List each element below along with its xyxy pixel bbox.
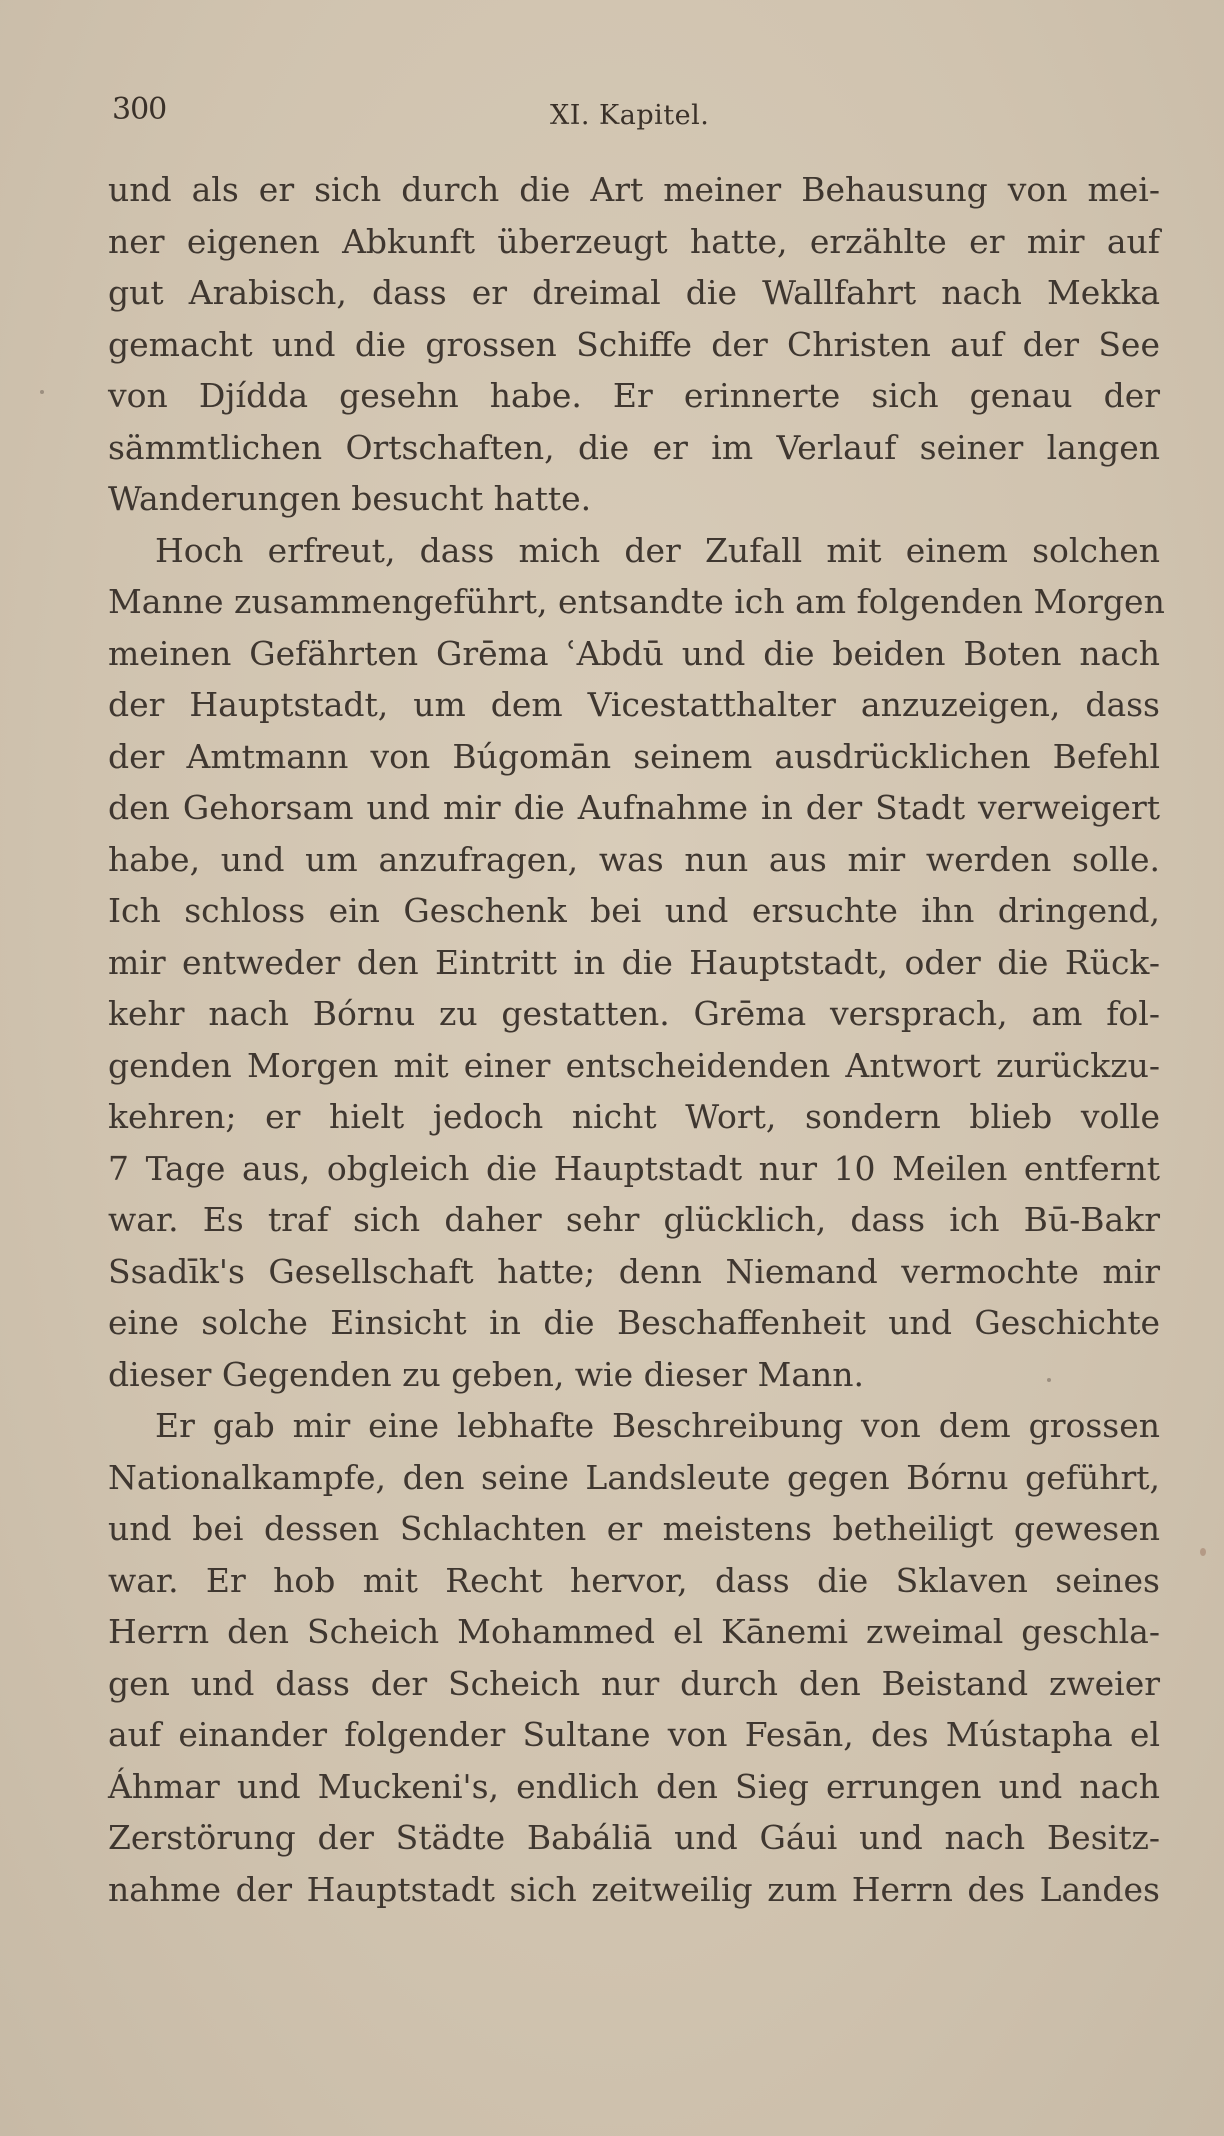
text-line: Er gab mir eine lebhafte Beschreibung von dem grossen [155,1406,1160,1445]
text-line: und bei dessen Schlachten er meistens betheiligt gewesen [108,1509,1160,1548]
text-line: 7 Tage aus, obgleich die Hauptstadt nur 10 Meilen entfernt [108,1148,1160,1188]
text-line: den Gehorsam und mir die Aufnahme in der Stadt verweigert [108,788,1160,827]
text-line: Hoch erfreut, dass mich der Zufall mit einem solchen [155,530,1160,570]
text-line: genden Morgen mit einer entscheidenden Antwort zurückzu- [108,1045,1160,1085]
text-line: Áhmar und Muckeni's, endlich den Sieg errungen und nach [108,1766,1160,1806]
text-line: der Amtmann von Búgomān seinem ausdrücklichen Befehl [108,736,1160,776]
paper-speck [1200,1548,1206,1556]
text-line: habe, und um anzufragen, was nun aus mir werden solle. [108,839,1160,879]
text-line: Zerstörung der Städte Babáliā und Gáui und nach Besitz- [108,1818,1160,1857]
text-line: Nationalkampfe, den seine Landsleute gegen Bórnu geführt, [108,1457,1160,1497]
page-header [112,92,1164,142]
paper-speck [40,390,44,394]
text-line: Ssadīk's Gesellschaft hatte; denn Niemand vermochte mir [108,1251,1160,1291]
paragraph-3 [108,1400,1160,1915]
running-head: XI. Kapitel. [550,100,710,131]
text-line: meinen Gefährten Grēma ʿAbdū und die beiden Boten nach [108,633,1160,673]
body-text [108,164,1165,1915]
text-line: auf einander folgender Sultane von Fesān, des Mústapha el [108,1715,1160,1754]
page-number: 300 [112,92,167,127]
text-line: Herrn den Scheich Mohammed el Kānemi zweimal geschla- [108,1612,1160,1651]
text-line: Manne zusammengeführt, entsandte ich am folgenden Morgen [108,582,1165,621]
text-line: Ich schloss ein Geschenk bei und ersuchte ihn dringend, [108,891,1160,930]
text-line: dieser Gegenden zu geben, wie dieser Mann. [108,1354,865,1394]
text-line: von Djídda gesehn habe. Er erinnerte sich genau der [108,376,1160,415]
text-line: kehren; er hielt jedoch nicht Wort, sondern blieb volle [108,1097,1160,1136]
text-line: kehr nach Bórnu zu gestatten. Grēma versprach, am fol- [108,994,1160,1033]
text-line: eine solche Einsicht in die Beschaffenheit und Geschichte [108,1303,1160,1342]
paragraph-1 [108,164,1160,525]
text-line: der Hauptstadt, um dem Vicestatthalter anzuzeigen, dass [108,685,1160,724]
text-line: war. Es traf sich daher sehr glücklich, dass ich Bū-Bakr [108,1200,1160,1239]
text-line: gut Arabisch, dass er dreimal die Wallfahrt nach Mekka [108,273,1160,312]
paragraph-2 [108,525,1165,1401]
text-line: ner eigenen Abkunft überzeugt hatte, erzählte er mir auf [108,221,1160,261]
text-line: war. Er hob mit Recht hervor, dass die Sklaven seines [108,1560,1160,1600]
text-line: Wanderungen besucht hatte. [108,479,592,518]
text-line: nahme der Hauptstadt sich zeitweilig zum Herrn des Landes [108,1869,1160,1909]
text-line: und als er sich durch die Art meiner Behausung von mei- [108,170,1160,209]
text-line: gen und dass der Scheich nur durch den Beistand zweier [108,1663,1160,1703]
text-line: mir entweder den Eintritt in die Hauptstadt, oder die Rück- [108,942,1160,982]
text-line: sämmtlichen Ortschaften, die er im Verlauf seiner langen [108,427,1160,467]
paper-speck [1047,1378,1051,1382]
text-line: gemacht und die grossen Schiffe der Christen auf der See [108,324,1160,364]
